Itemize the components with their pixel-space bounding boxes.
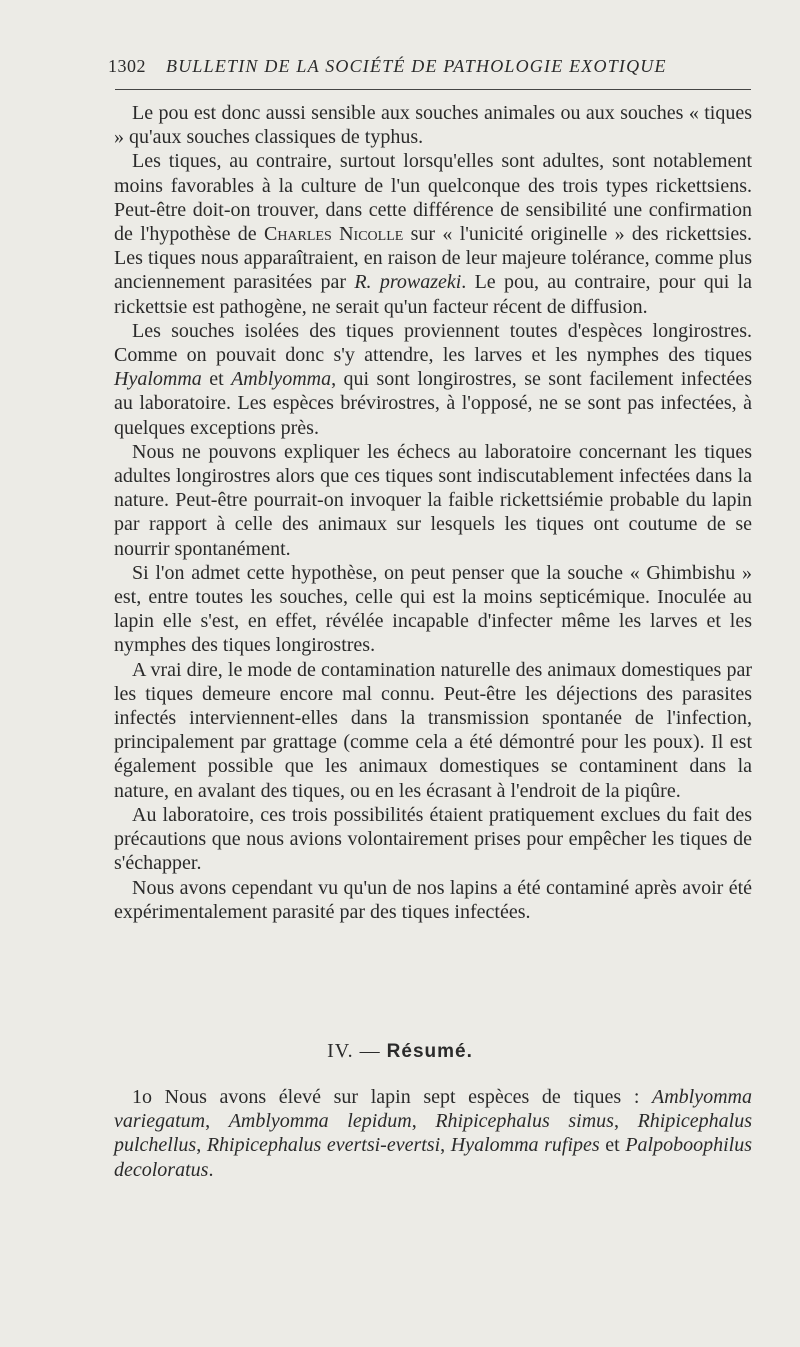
paragraph-3-text-b: , qui sont longirostres, se sont facilement infectées au laboratoire. Les espèces brévirostres, à l'opposé, ne se sont pas infectées, à quelques exceptions près. (114, 368, 752, 439)
section-heading (0, 1040, 800, 1063)
paragraph-6: A vrai dire, le mode de contamination naturelle des animaux domestiques par les tiques demeure encore mal connu. Peut-être les déjections des parasites infectés interviennent-elles dans la transmission spontanée de l'infection, principalement par grattage (comme cela a été démontré pour les poux). Il est également possible que les animaux domestiques se contaminent dans la nature, en avalant des tiques, ou en les écrasant à l'endroit de la piqûre. (114, 658, 752, 802)
section-number: IV. — (327, 1040, 381, 1062)
summary-intro: Nous avons élevé sur lapin sept espèces de tiques : (152, 1086, 653, 1108)
species-name: Rhipicephalus pulchellus (114, 1110, 752, 1157)
separator: , (196, 1134, 207, 1157)
conjunction: et (201, 368, 232, 391)
paragraph-2-text-a: Les tiques, au contraire, surtout lorsqu'elles sont adultes, sont notablement moins favorables à la culture de l'un quelconque des trois types rickettsiens. Peut-être doit-on trouver, dans cette différence de sensibilité une confirmation de l'hypothèse de (114, 150, 752, 246)
author-name: Charles Nicolle (263, 223, 404, 246)
species-name: Hyalomma rufipes (450, 1134, 600, 1157)
header-rule (115, 89, 751, 90)
genus-name: Hyalomma (114, 368, 202, 391)
separator: , (205, 1110, 229, 1133)
separator: , (440, 1134, 451, 1157)
species-name: R. prowazeki (354, 271, 462, 294)
paragraph-8: Nous avons cependant vu qu'un de nos lapins a été contaminé après avoir été expérimentalement parasité par des tiques infectées. (114, 876, 752, 923)
species-name: Rhipicephalus simus (435, 1110, 614, 1133)
genus-name: Amblyomma (231, 368, 332, 391)
separator: , (613, 1110, 638, 1133)
paragraph-2-text-b: sur « l'unicité originelle » des rickettsies. Les tiques nous apparaîtraient, en raison de leur majeure tolérance, comme plus anciennement parasitées par (114, 223, 752, 294)
journal-title: BULLETIN DE LA SOCIÉTÉ DE PATHOLOGIE EXOTIQUE (166, 56, 667, 76)
paragraph-1: Le pou est donc aussi sensible aux souches animales ou aux souches « tiques » qu'aux souches classiques de typhus. (114, 102, 752, 149)
paragraph-3 (114, 319, 752, 440)
species-name: Amblyomma variegatum (114, 1086, 752, 1133)
species-name: Amblyomma lepidum (228, 1110, 412, 1133)
conjunction: et (599, 1134, 626, 1157)
summary-item-1 (114, 1085, 752, 1182)
paragraph-2-text-c: . Le pou, au contraire, pour qui la rickettsie est pathogène, ne serait qu'un facteur récent de diffusion. (114, 271, 752, 318)
section-title: Résumé. (386, 1041, 473, 1062)
page-number: 1302 (108, 56, 146, 76)
running-header (108, 56, 750, 77)
paragraph-3-text-a: Les souches isolées des tiques proviennent toutes d'espèces longirostres. Comme on pouvait donc s'y attendre, les larves et les nymphes des tiques (114, 319, 752, 367)
paragraph-5: Si l'on admet cette hypothèse, on peut penser que la souche « Ghimbishu » est, entre toutes les souches, celle qui est la moins septicémique. Inoculée au lapin elle s'est, en effet, révélée incapable d'infecter même les larves et les nymphes des tiques longirostres. (114, 561, 752, 657)
list-marker: 1o (132, 1086, 152, 1108)
period: . (208, 1158, 214, 1181)
species-name: Rhipicephalus evertsi-evertsi (206, 1134, 441, 1157)
paragraph-4: Nous ne pouvons expliquer les échecs au laboratoire concernant les tiques adultes longirostres alors que ces tiques sont indiscutablement infectées dans la nature. Peut-être pourrait-on invoquer la faible rickettsiémie probable du lapin par rapport à celle des animaux sur lesquels les tiques ont coutume de se nourrir spontanément. (114, 440, 752, 560)
separator: , (411, 1110, 436, 1133)
body-text (114, 101, 752, 924)
summary-text (114, 1085, 752, 1182)
species-name: Palpoboophilus decoloratus (114, 1134, 753, 1181)
paragraph-2 (114, 149, 752, 318)
paragraph-7: Au laboratoire, ces trois possibilités étaient pratiquement exclues du fait des précautions que nous avions volontairement prises pour empêcher les tiques de s'échapper. (114, 803, 752, 875)
